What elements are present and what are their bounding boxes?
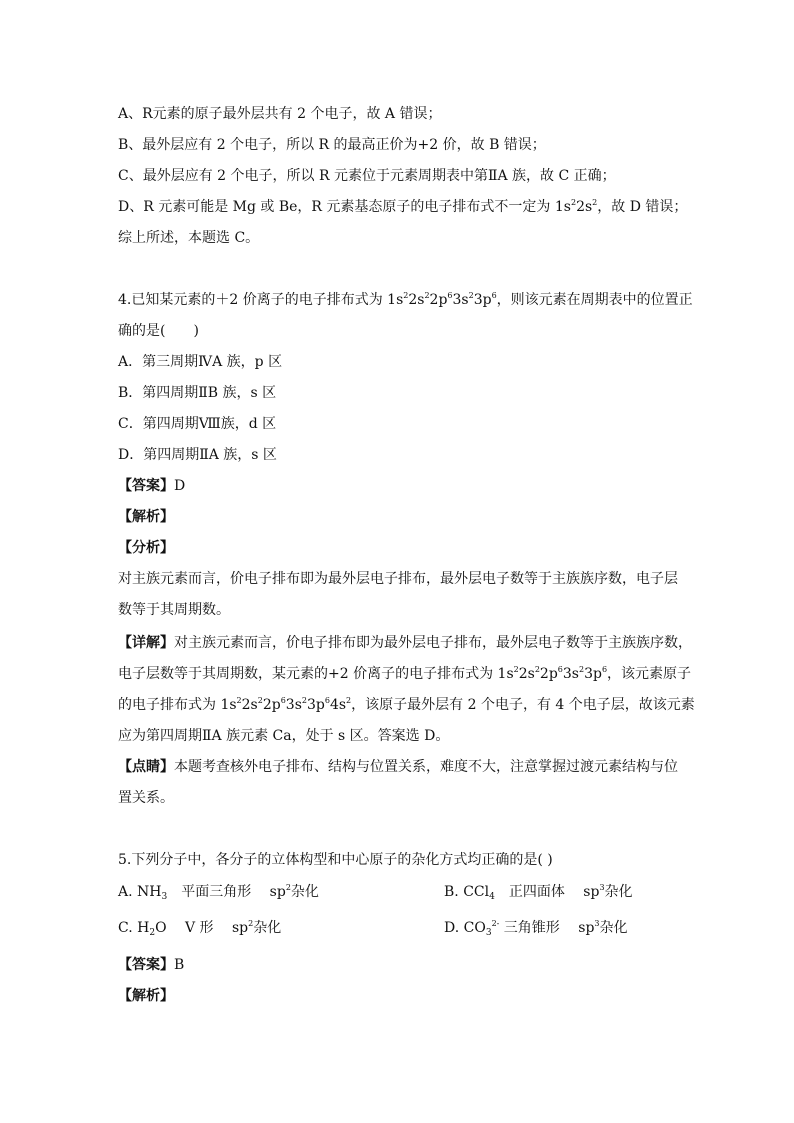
solution-line-a: A、R元素的原子最外层共有 2 个电子，故 A 错误； bbox=[118, 106, 442, 122]
q4-detail-3-post: ，该原子最外层有 2 个电子，有 4 个电子层，故该元素 bbox=[351, 697, 695, 713]
q4-answer-tag: 【答案】 bbox=[118, 478, 174, 494]
q4-detail-2-pre: 电子层数等于其周期数，某元素的+2 价离子的电子排布式为 1s bbox=[118, 666, 514, 682]
q4-option-a: A．第三周期ⅣA 族，p 区 bbox=[118, 354, 283, 370]
q4-option-b: B．第四周期ⅡB 族，s 区 bbox=[118, 385, 277, 401]
q4-detail-line2: 电子层数等于其周期数，某元素的+2 价离子的电子排布式为 $1s^22s^22p^63s^23p^6$，该元素原子 bbox=[118, 665, 692, 682]
q5-answer-tag: 【答案】 bbox=[118, 957, 174, 973]
q5-option-a: A. $NH_3$ 平面三角形 $sp^2$杂化 bbox=[118, 883, 319, 902]
q4-option-c: C．第四周期Ⅷ族，d 区 bbox=[118, 416, 277, 432]
q4-stem-line1: 4.已知某元素的＋2 价离子的电子排布式为 $1s^22s^22p^63s^23p^6$，则该元素在周期表中的位置正 bbox=[118, 291, 693, 308]
q4-detail-line4: 应为第四周期ⅡA 族元素 Ca，处于 s 区。答案选 D。 bbox=[118, 728, 450, 744]
q4-fenxi-line2: 数等于其周期数。 bbox=[118, 602, 230, 618]
q4-option-d: D．第四周期ⅡA 族，s 区 bbox=[118, 447, 277, 463]
q5-option-c: C. $H_2O$ V 形 $sp^2$杂化 bbox=[118, 919, 282, 938]
q4-dianjing-text1: 本题考查核外电子排布、结构与位置关系，难度不大，注意掌握过渡元素结构与位 bbox=[174, 759, 678, 775]
q5-answer-value: B bbox=[174, 957, 185, 973]
q4-fenxi-line1: 对主族元素而言，价电子排布即为最外层电子排布，最外层电子数等于主族族序数，电子层 bbox=[118, 571, 678, 587]
solution-line-b: B、最外层应有 2 个电子，所以 R 的最高正价为+2 价，故 B 错误； bbox=[118, 137, 546, 153]
q5-analysis-tag: 【解析】 bbox=[118, 988, 174, 1004]
q4-detail-tag: 【详解】 bbox=[118, 635, 174, 651]
q4-detail-line3: 的电子排布式为 $1s^22s^22p^63s^23p^64s^2$，该原子最外层有 2 个电子，有 4 个电子层，故该元素 bbox=[118, 696, 695, 713]
solution-line-d: D、R 元素可能是 Mg 或 Be，R 元素基态原子的电子排布式不一定为 $1s^22s^2$，故 D 错误； bbox=[118, 198, 688, 215]
solution-d-pre: D、R 元素可能是 Mg 或 Be，R 元素基态原子的电子排布式不一定为 1s bbox=[118, 199, 571, 215]
q4-fenxi-tag: 【分析】 bbox=[118, 540, 174, 556]
q4-detail-text1: 对主族元素而言，价电子排布即为最外层电子排布，最外层电子数等于主族族序数， bbox=[174, 635, 692, 651]
q5-answer bbox=[118, 955, 184, 975]
q4-dianjing-line1 bbox=[118, 757, 678, 777]
q4-answer-value: D bbox=[174, 478, 186, 494]
q4-stem-line2: 确的是( ) bbox=[118, 323, 199, 339]
q4-detail-3-pre: 的电子排布式为 1s bbox=[118, 697, 237, 713]
q4-stem-post: ，则该元素在周期表中的位置正 bbox=[496, 292, 693, 308]
q4-answer bbox=[118, 476, 185, 496]
solution-summary: 综上所述，本题选 C。 bbox=[118, 230, 260, 246]
q4-dianjing-tag: 【点睛】 bbox=[118, 759, 174, 775]
solution-d-post: ，故 D 错误； bbox=[597, 199, 688, 215]
q4-detail-2-post: ，该元素原子 bbox=[607, 666, 692, 682]
q4-dianjing-line2: 置关系。 bbox=[118, 790, 174, 806]
solution-d-mid: 2s bbox=[576, 199, 593, 215]
q5-stem: 5.下列分子中，各分子的立体构型和中心原子的杂化方式均正确的是( ) bbox=[118, 852, 553, 868]
q4-detail-line1 bbox=[118, 633, 692, 653]
q4-stem-pre: 4.已知某元素的＋2 价离子的电子排布式为 1s bbox=[118, 292, 404, 308]
solution-line-c: C、最外层应有 2 个电子，所以 R 元素位于元素周期表中第ⅡA 族，故 C 正确； bbox=[118, 168, 616, 184]
q5-option-d: D. $CO_3^{2-}$ 三角锥形 $sp^3$杂化 bbox=[444, 919, 628, 938]
q4-analysis-tag: 【解析】 bbox=[118, 509, 174, 525]
q5-option-b: B. CCl$_4$ 正四面体 $sp^3$杂化 bbox=[444, 883, 633, 902]
